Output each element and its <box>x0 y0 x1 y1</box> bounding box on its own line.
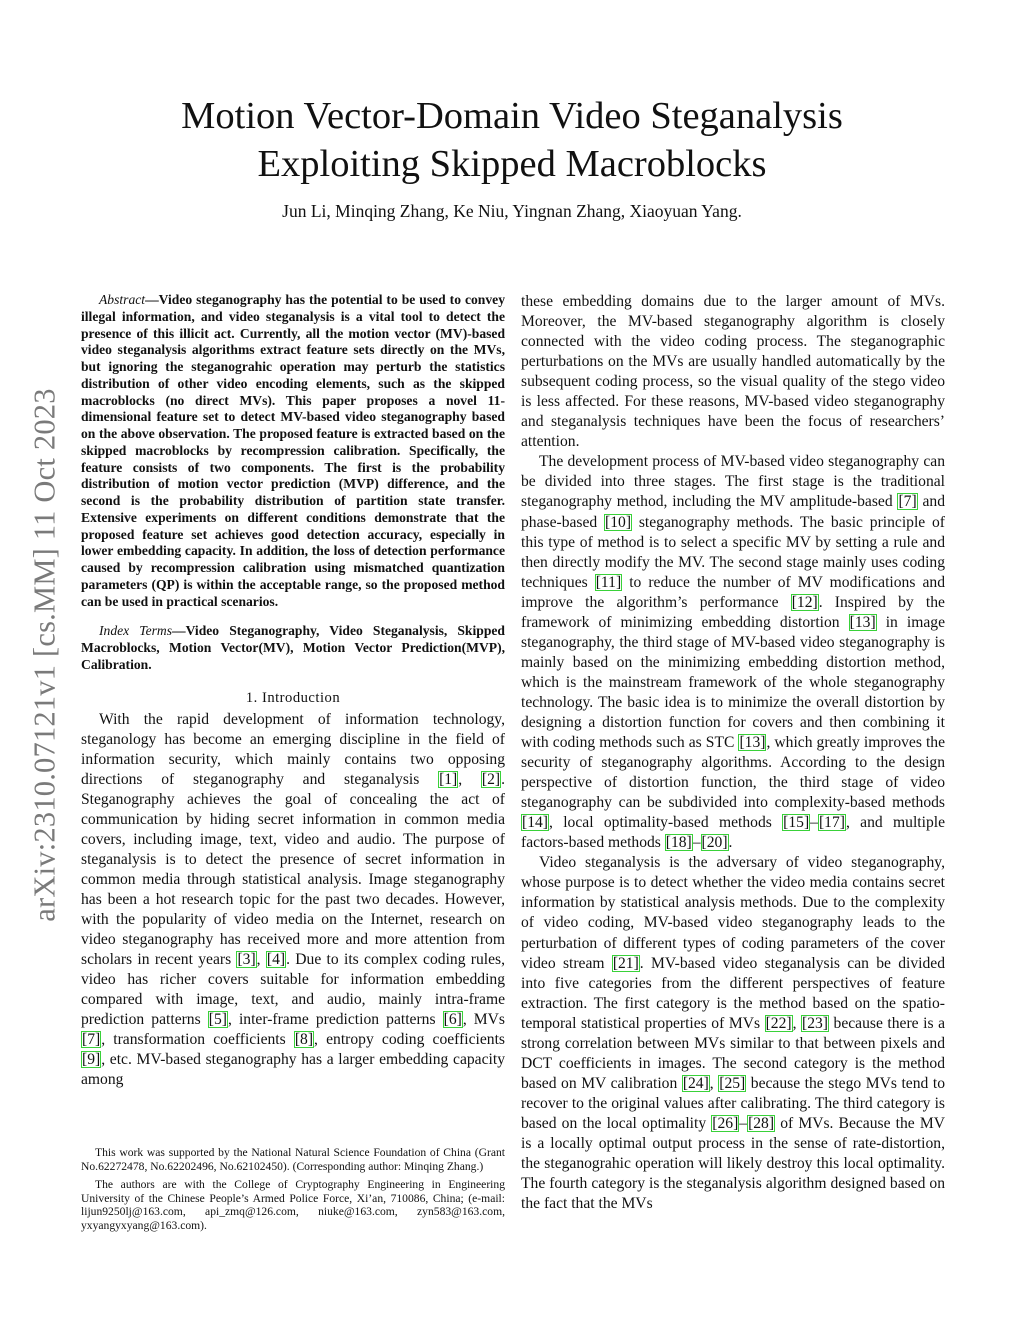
citation-link[interactable]: [10] <box>605 513 632 531</box>
citation-link[interactable]: [8] <box>294 1031 314 1049</box>
citation-link[interactable]: [7] <box>898 493 917 511</box>
citation-link[interactable]: [15] <box>783 814 810 832</box>
arxiv-sidebar <box>22 343 68 967</box>
index-terms-label: Index Terms <box>99 623 173 639</box>
citation-link[interactable]: [14] <box>522 814 548 832</box>
citation-link[interactable]: [1] <box>439 770 458 788</box>
citation-link[interactable]: [12] <box>791 593 818 611</box>
authors: Jun Li, Minqing Zhang, Ke Niu, Yingnan Zhang, Xiaoyuan Yang. <box>282 201 742 221</box>
index-terms <box>81 623 505 673</box>
intro-paragraph: With the rapid development of information technology, steganology has become an emerging discipline in the field of information security, which mainly contains two opposing directions of steganography and steganalysis [1], [2]. Steganography achieves the goal of concealing the act of communication by hiding secret information in common media covers, including image, text, video and audio. The purpose of steganalysis is to detect the presence of secret information in common media through statistical analysis. Image steganography has been a hot research topic for the past two decades. However, with the popularity of video media on the Internet, research on video steganography has received more and more attention from scholars in recent years [3], [4]. Due to its complex coding rules, video has richer covers suitable for information embedding compared with image, text, and audio, mainly intra-frame prediction patterns [5], inter-frame prediction patterns [6], MVs [7], transformation coefficients [8], entropy coding coefficients [9], etc. MV-based steganography has a larger embedding capacity among <box>81 710 506 1089</box>
citation-link[interactable]: [22] <box>765 1014 792 1032</box>
index-terms-text: —Video Steganography, Video Steganalysis, Skipped Macroblocks, Motion Vector(MV), Motion Vector Prediction(MVP), Calibration. <box>81 623 505 672</box>
citation-link[interactable]: [18] <box>665 834 692 852</box>
paragraph: these embedding domains due to the larger amount of MVs. Moreover, the MV-based steganography algorithm is closely connected with the video coding process. The steganographic perturbations on the MVs are usually handled automatically by the subsequent coding process, so the visual quality of the stego video is less affected. For these reasons, MV-based video steganography and steganalysis techniques have been the focus of researchers’ attention. <box>521 293 945 451</box>
citation-link[interactable]: [7] <box>82 1031 101 1049</box>
citation-link[interactable]: [24] <box>682 1074 709 1092</box>
citation-link[interactable]: [13] <box>849 613 876 631</box>
paragraph: The development process of MV-based video steganography can be divided into three stages. The first stage is the traditional steganography method, including the MV amplitude-based [7] and phase-based [10] steganography methods. The basic principle of this type of method is to select a specific MV by setting a rule and then directly modify the MV. The second stage mainly uses coding techniques [11] to reduce the number of MV modifications and improve the algorithm’s performance [12]. Inspired by the framework of minimizing embedding distortion [13] in image steganography, the third stage of MV-based video steganography is mainly based on the minimizing embedding distortion method, which is the mainstream framework of the whole steganography technology. The basic idea is to minimize the overall distortion by designing a distortion function for covers and then combining it with coding methods such as STC [13], which greatly improves the security of steganography algorithms. According to the design perspective of distortion function, the third stage of video steganography can be subdivided into complexity-based methods [14], local optimality-based methods [15]–[17], and multiple factors-based methods [18]–[20]. <box>521 453 946 852</box>
left-column <box>81 292 505 1090</box>
arxiv-identifier: arXiv:2310.07121v1 [cs.MM] 11 Oct 2023 <box>27 388 62 922</box>
citation-link[interactable]: [9] <box>82 1051 101 1069</box>
footnotes <box>81 1146 505 1238</box>
citation-link[interactable]: [11] <box>595 573 622 591</box>
section-heading: 1. Introduction <box>245 689 341 706</box>
paragraph: Video steganalysis is the adversary of video steganography, whose purpose is to detect whether the video media contains secret information by statistical analysis methods. Due to the complexity of video coding, MV-based video steganography leads to the perturbation of different types of coding parameters of the cover video stream [21]. MV-based video steganalysis can be divided into five categories from the different perspectives of feature extraction. The first category is the method based on the spatio-temporal statistical properties of MVs [22], [23] because there is a strong correlation between MVs similar to that between pixels and DCT coefficients in images. The second category is the method based on MV calibration [24], [25] because the stego MVs tend to recover to the original values after calibrating. The third category is based on the local optimality [26]–[28] of MVs. Because the MV is a locally optimal output process in the sense of rate-distortion, the steganograhic operation will likely destroy this local optimality. The fourth category is the steganalysis algorithm designed based on the fact that the MVs <box>521 854 946 1213</box>
citation-link[interactable]: [6] <box>443 1011 462 1029</box>
abstract-label: Abstract <box>99 292 146 307</box>
citation-link[interactable]: [17] <box>818 814 845 832</box>
citation-link[interactable]: [3] <box>237 951 256 969</box>
citation-link[interactable]: [26] <box>712 1114 739 1132</box>
citation-link[interactable]: [25] <box>719 1074 746 1092</box>
title-line-2: Exploiting Skipped Macroblocks <box>257 143 767 185</box>
citation-link[interactable]: [28] <box>748 1114 775 1132</box>
footnote-affiliation: The authors are with the College of Cryptography Engineering in Engineering University of the Chinese People’s Armed Police Force, Xi’an, 710086, China; (e-mail: lijun9250lj@163.com, api_zmq@126.com, niuke@163.com, zyn583@163.com, yxyangyxyang@163.com). <box>81 1178 505 1232</box>
citation-link[interactable]: [13] <box>739 734 766 752</box>
citation-link[interactable]: [2] <box>481 770 501 788</box>
citation-link[interactable]: [20] <box>701 834 728 852</box>
abstract-text: —Video steganography has the potential to be used to convey illegal information, and video steganalysis is a vital tool to detect the presence of this illicit act. Currently, all the motion vector (MV)-based video steganalysis algorithms extract feature sets directly on the MVs, but ignoring the steganograhic operation may perturb the statistics distribution of other video encoding elements, such as the skipped macroblocks (no direct MVs). This paper proposes a novel 11-dimensional feature set to detect MV-based video steganography based on the above observation. The proposed feature is extracted based on the skipped macroblocks by recompression calibration. Specifically, the feature consists of two components. The first is the probability distribution of motion vector prediction (MVP) difference, and the second is the probability distribution of partition state transfer. Extensive experiments on different conditions demonstrate that the proposed feature set achieves good detection accuracy, especially in lower embedding capacity. In addition, the loss of detection performance caused by recompression calibration using mismatched quantization parameters (QP) is within the acceptable range, so the proposed method can be used in practical scenarios. <box>81 292 505 609</box>
footnote-funding: This work was supported by the National Natural Science Foundation of China (Grant No.62272478, No.62202496, No.62102450). (Corresponding author: Minqing Zhang.) <box>81 1146 505 1173</box>
right-column <box>521 292 945 1214</box>
citation-link[interactable]: [4] <box>266 951 286 969</box>
citation-link[interactable]: [21] <box>612 954 639 972</box>
abstract <box>81 292 505 610</box>
paper-title <box>100 92 924 188</box>
citation-link[interactable]: [23] <box>802 1014 828 1032</box>
title-line-1: Motion Vector-Domain Video Steganalysis <box>181 95 843 137</box>
citation-link[interactable]: [5] <box>208 1011 227 1029</box>
